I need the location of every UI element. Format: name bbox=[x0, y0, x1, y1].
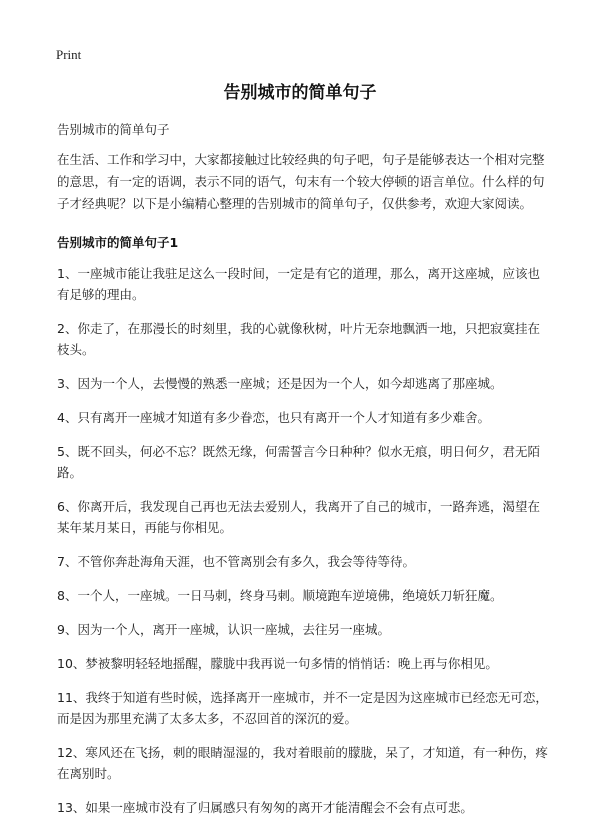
list-item: 5、既不回头，何必不忘？既然无缘，何需誓言今日种种？似水无痕，明日何夕，君无陌路。 bbox=[57, 444, 540, 480]
list-item: 8、一个人，一座城。一日马刺，终身马刺。顺境跑车逆境佛，绝境妖刀斩狂魔。 bbox=[57, 588, 503, 603]
page-title: 告别城市的简单句子 bbox=[223, 83, 377, 103]
list-item: 12、寒风还在飞扬，刺的眼睛湿湿的，我对着眼前的朦胧，呆了，才知道，有一种伤，疼在离别时。 bbox=[57, 745, 548, 781]
section-heading: 告别城市的简单句子1 bbox=[57, 235, 179, 250]
list-item: 4、只有离开一座城才知道有多少眷恋，也只有离开一个人才知道有多少难舍。 bbox=[57, 410, 490, 425]
list-item: 3、因为一个人，去慢慢的熟悉一座城；还是因为一个人，如今却逃离了那座城。 bbox=[57, 376, 503, 391]
list-item: 2、你走了，在那漫长的时刻里，我的心就像秋树，叶片无奈地飘洒一地，只把寂寞挂在枝头。 bbox=[57, 321, 540, 357]
list-item: 6、你离开后，我发现自己再也无法去爱别人，我离开了自己的城市，一路奔逃，渴望在某年某月某日，再能与你相见。 bbox=[57, 499, 540, 535]
intro-paragraph: 在生活、工作和学习中，大家都接触过比较经典的句子吧，句子是能够表达一个相对完整的意思，有一定的语调，表示不同的语气，句末有一个较大停顿的语言单位。什么样的句子才经典呢？以下是小编精心整理的告别城市的简单句子，仅供参考，欢迎大家阅读。 bbox=[57, 152, 545, 211]
list-item: 13、如果一座城市没有了归属感只有匆匆的离开才能清醒会不会有点可悲。 bbox=[57, 800, 473, 815]
list-item: 1、一座城市能让我驻足这么一段时间，一定是有它的道理，那么，离开这座城，应该也有足够的理由。 bbox=[57, 266, 540, 302]
sentence-list bbox=[57, 263, 552, 831]
print-link[interactable]: Print bbox=[56, 47, 82, 62]
list-item: 11、我终于知道有些时候，选择离开一座城市，并不一定是因为这座城市已经恋无可恋，而是因为那里充满了太多太多，不忍回首的深沉的爱。 bbox=[57, 690, 548, 726]
article-subtitle: 告别城市的简单句子 bbox=[57, 122, 170, 137]
list-item: 7、不管你奔赴海角天涯，也不管离别会有多久，我会等待等待。 bbox=[57, 554, 415, 569]
list-item: 10、梦被黎明轻轻地摇醒，朦胧中我再说一句多情的悄悄话：晚上再与你相见。 bbox=[57, 656, 498, 671]
list-item: 9、因为一个人，离开一座城，认识一座城，去往另一座城。 bbox=[57, 622, 390, 637]
